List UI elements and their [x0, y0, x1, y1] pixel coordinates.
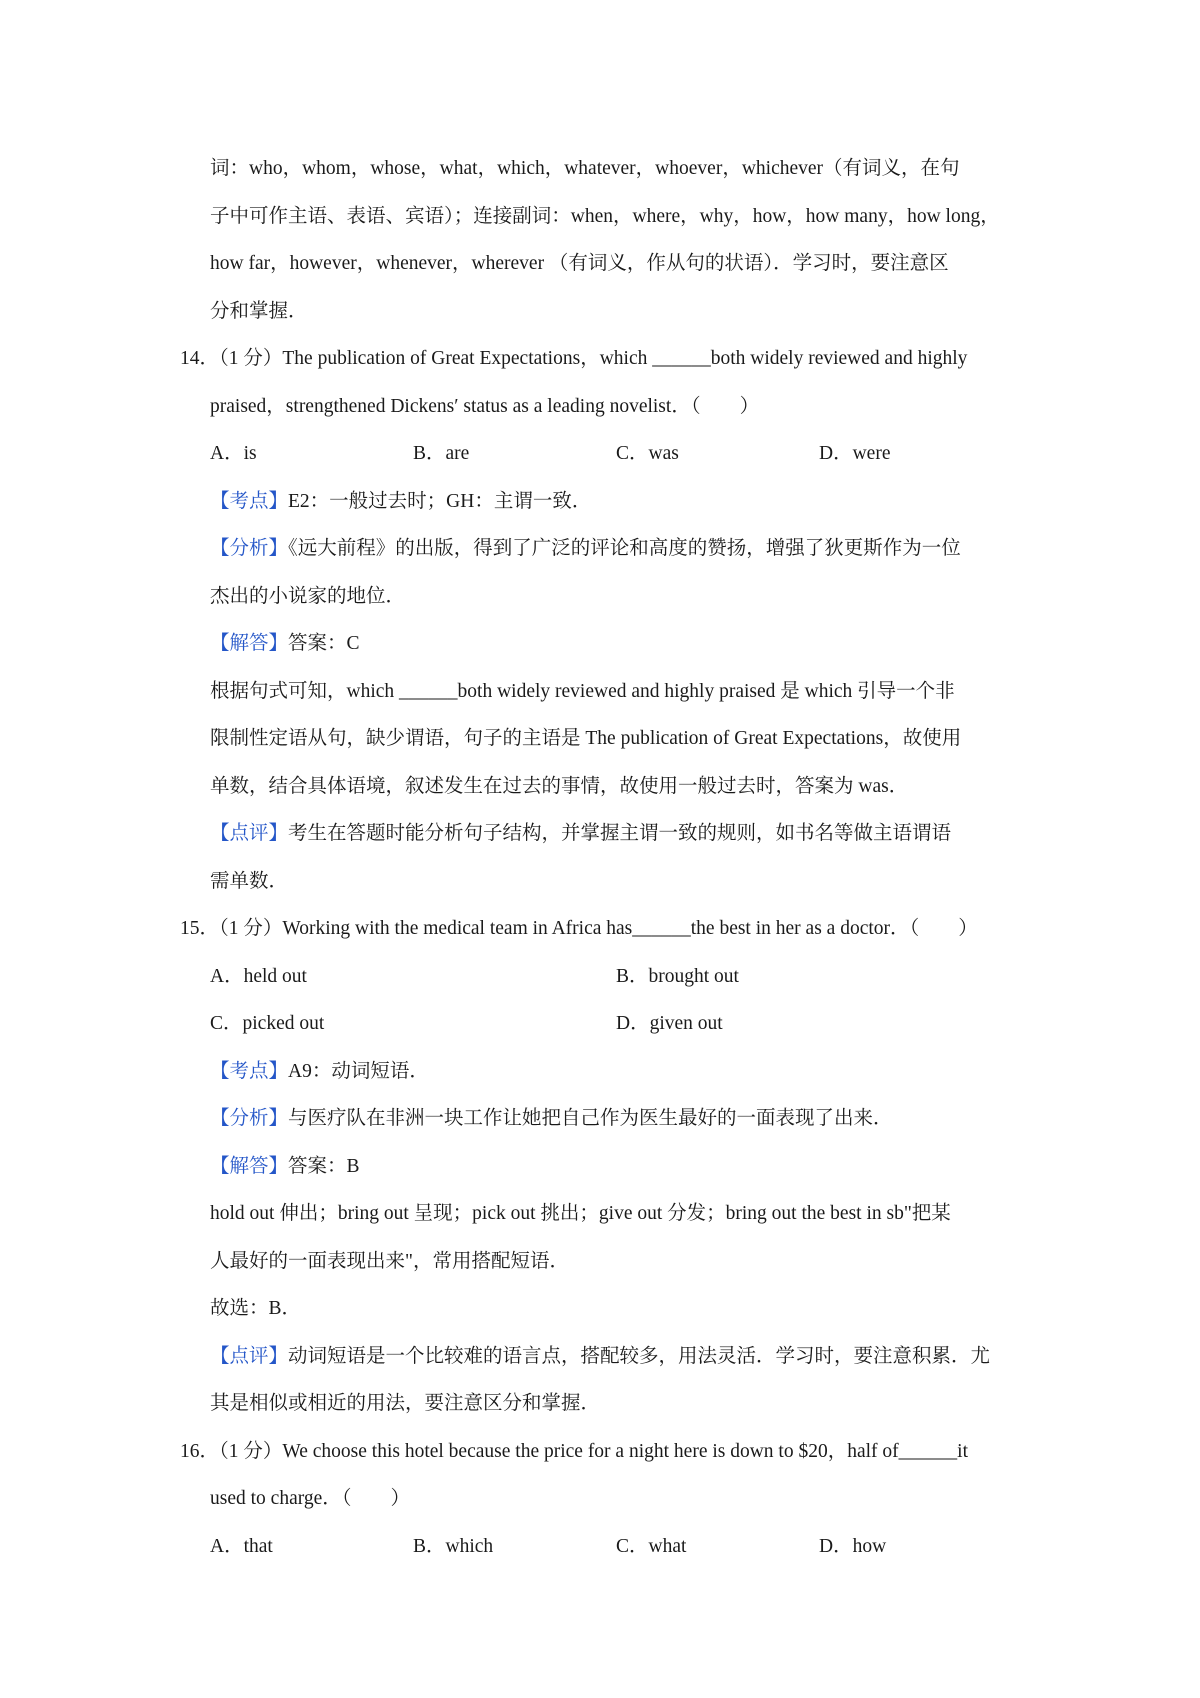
q14-fenxi	[210, 525, 1022, 573]
q16-option-a: A．that	[210, 1535, 273, 1557]
q14-dianping-text-1: 考生在答题时能分析句子结构，并掌握主谓一致的规则，如书名等做主语谓语	[288, 823, 952, 844]
q16-option-c: C．what	[616, 1535, 687, 1557]
q14-options	[210, 430, 1022, 478]
q14-explain-line-1: 根据句式可知，which ______both widely reviewed and highly praised 是 which 引导一个非	[210, 680, 955, 702]
q14-explain-line-2: 限制性定语从句，缺少谓语，句子的主语是 The publication of Great Expectations，故使用	[210, 728, 962, 749]
q14-option-b: B．are	[413, 443, 470, 464]
fenxi-tag: 【分析】	[210, 1108, 289, 1129]
q14-option-c: C．was	[616, 443, 679, 464]
dianping-tag: 【点评】	[210, 1345, 289, 1367]
jieda-tag: 【解答】	[210, 633, 289, 654]
q14-jieda-text: 答案：C	[288, 633, 360, 654]
q15-options-row-2	[210, 1000, 1022, 1048]
q16-option-b: B．which	[413, 1535, 494, 1557]
q15-option-c: C．picked out	[210, 1013, 325, 1034]
q15-fenxi-text: 与医疗队在非洲一块工作让她把自己作为医生最好的一面表现了出来．	[288, 1108, 893, 1129]
q15-jieda-text: 答案：B	[288, 1155, 360, 1177]
q14-explain-line-3: 单数，结合具体语境，叙述发生在过去的事情，故使用一般过去时，答案为 was．	[210, 775, 909, 797]
dianping-tag: 【点评】	[210, 823, 289, 844]
q14-jieda	[210, 620, 1022, 668]
jieda-tag: 【解答】	[210, 1155, 289, 1177]
q15-kaodian-text: A9：动词短语．	[288, 1060, 429, 1082]
q15-dianping	[210, 1333, 1022, 1381]
q16-option-d: D．how	[819, 1535, 887, 1557]
q14-stem-line-2: praised，strengthened Dickens′ status as a leading novelist．（ ）	[210, 395, 760, 417]
q15-explain-line-3: 故选：B．	[210, 1298, 302, 1319]
q15-fenxi	[210, 1095, 1022, 1143]
q15-option-d: D．given out	[616, 1013, 723, 1034]
q15-jieda	[210, 1143, 1022, 1191]
q15-kaodian	[210, 1048, 1022, 1096]
q14-kaodian	[210, 478, 1022, 526]
fenxi-tag: 【分析】	[210, 538, 289, 559]
q14-kaodian-text: E2：一般过去时；GH：主谓一致．	[288, 490, 592, 512]
q15-dianping-line-2: 其是相似或相近的用法，要注意区分和掌握．	[210, 1393, 601, 1414]
q14-stem-line-1: 14．（1 分）The publication of Great Expectations，which ______both widely reviewed and highly	[180, 348, 968, 369]
q14-dianping-line-2: 需单数．	[210, 870, 289, 892]
q15-dianping-text-1: 动词短语是一个比较难的语言点，搭配较多，用法灵活．学习时，要注意积累．尤	[288, 1345, 991, 1367]
q16-stem-line-2: used to charge．（ ）	[210, 1488, 411, 1509]
q14-dianping	[210, 810, 1022, 858]
intro-line-4: 分和掌握．	[210, 300, 308, 322]
q16-options	[210, 1523, 1022, 1571]
q14-fenxi-text-1: 《远大前程》的出版，得到了广泛的评论和高度的赞扬，增强了狄更斯作为一位	[288, 538, 961, 559]
kaodian-tag: 【考点】	[210, 1060, 289, 1082]
intro-line-3: how far，however，whenever，wherever （有词义，作从句的状语）．学习时，要注意区	[210, 253, 949, 274]
q15-stem: 15．（1 分）Working with the medical team in Africa has______the best in her as a doctor．（ ）	[180, 918, 978, 939]
document-content	[180, 145, 1022, 1570]
q14-fenxi-line-2: 杰出的小说家的地位．	[210, 585, 406, 607]
q15-explain-line-2: 人最好的一面表现出来"，常用搭配短语．	[210, 1250, 569, 1272]
q14-option-d: D．were	[819, 443, 891, 464]
q15-explain-line-1: hold out 伸出；bring out 呈现；pick out 挑出；give out 分发；bring out the best in sb"把某	[210, 1203, 951, 1224]
q15-option-b: B．brought out	[616, 965, 739, 987]
q14-option-a: A．is	[210, 443, 257, 464]
q15-option-a: A．held out	[210, 965, 307, 987]
intro-line-2: 子中可作主语、表语、宾语）；连接副词：when，where，why，how，how many，how long，	[210, 205, 1000, 227]
intro-line-1: 词：who，whom，whose，what，which，whatever，whoever，whichever（有词义，在句	[210, 158, 960, 179]
q16-stem-line-1: 16．（1 分）We choose this hotel because the price for a night here is down to $20，half of______it	[180, 1440, 968, 1462]
q15-options-row-1	[210, 953, 1022, 1001]
kaodian-tag: 【考点】	[210, 490, 289, 512]
